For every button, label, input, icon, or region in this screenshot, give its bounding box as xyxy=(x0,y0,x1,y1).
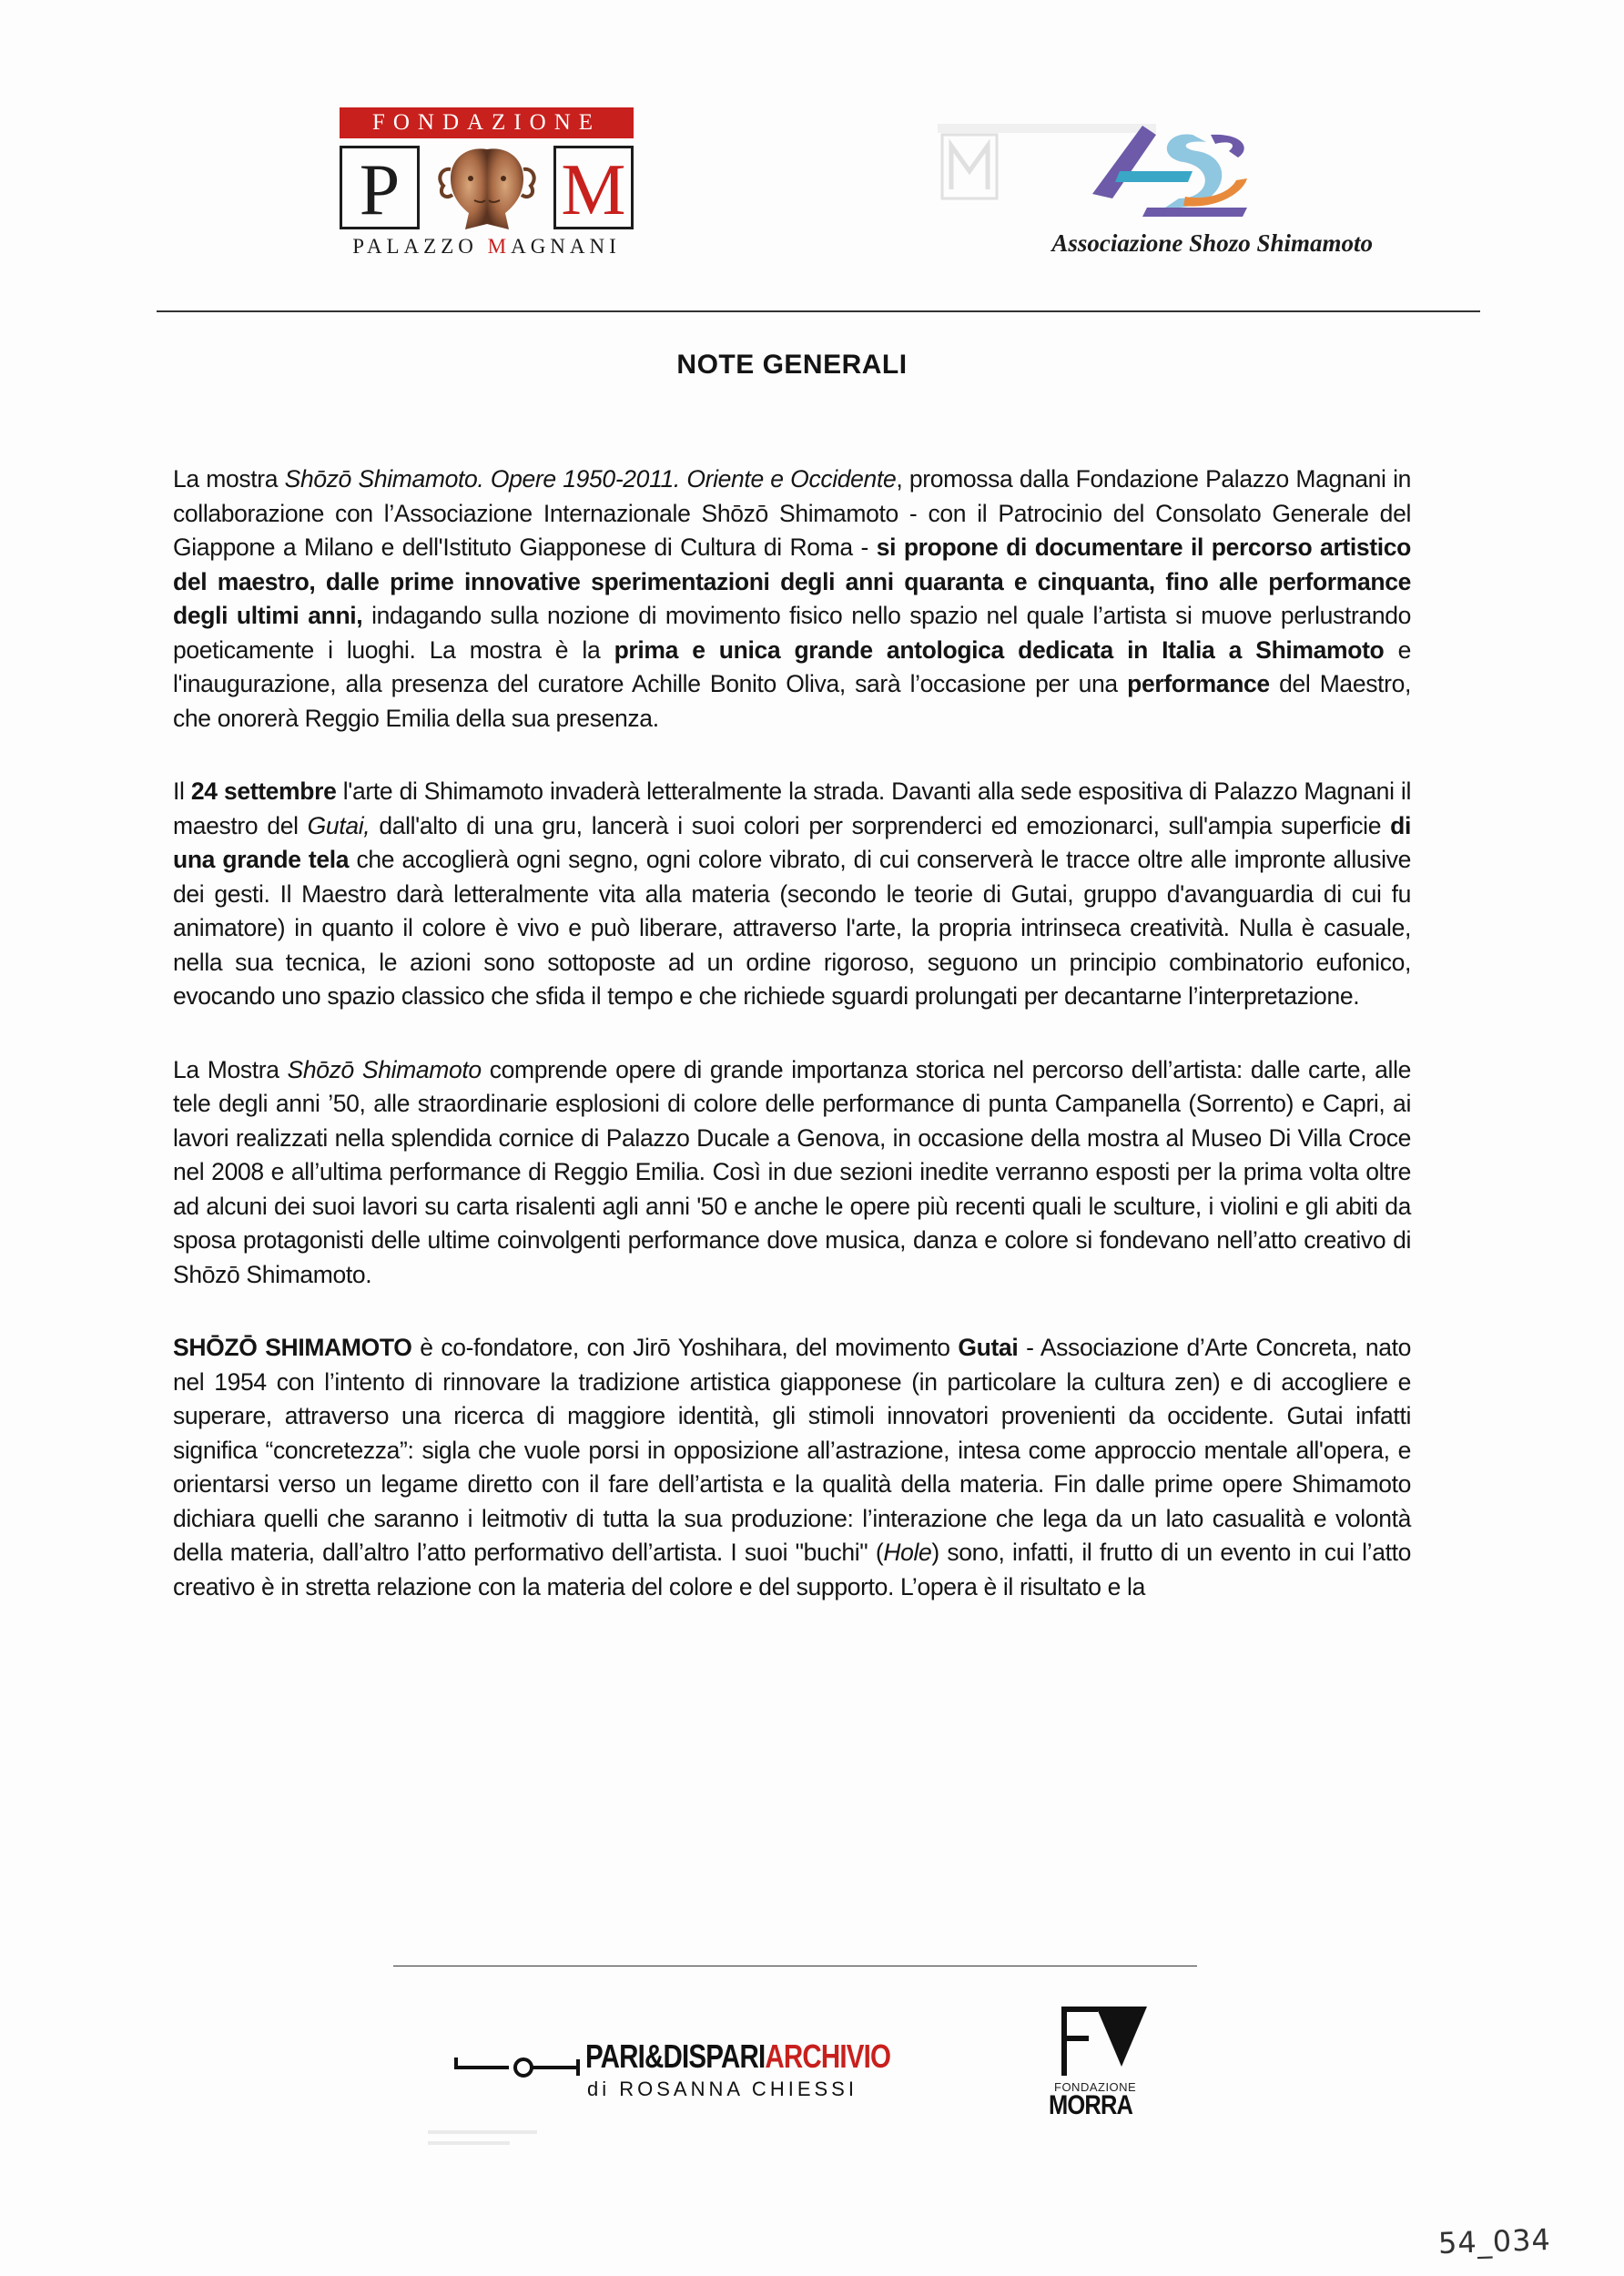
header-divider xyxy=(157,310,1480,312)
text-span: comprende opere di grande importanza storica nel percorso dell’artista: dalle carte, alle tele degli anni ’50, alle straordinarie esplosioni di colore delle performance di punta Campanella (Sorrento) e Capri, ai lavori realizzati nella splendida cornice di Palazzo Ducale a Genova, in occasione della mostra al Museo Di Villa Croce nel 2008 e all’ultima performance di Reggio Emilia. Così in due sezioni inedite verranno esposti per la prima volta oltre ad alcuni dei suoi lavori su carta risalenti agli anni '50 e anche le opere più recenti quali le sculture, i violini e gli abiti da sposa protagonisti delle ultime coinvolgenti performance dove musica, danza e colore si fondevano nell’atto creativo di Shōzō Shimamoto. xyxy=(173,1055,1411,1288)
text-span: Il xyxy=(173,777,191,805)
document-body xyxy=(173,462,1411,1643)
text-span: - Associazione d’Arte Concreta, nato nel 1954 con l’intento di rinnovare la tradizione artistica giapponese (in particolare la cultura zen) e di accogliere e superare, attraverso una ricerca di maggiore identità, gli stimoli innovatori provenienti da occidente. Gutai infatti significa “concretezza”: sigla che vuole porsi in opposizione all’astrazione, intesa come approccio mentale all'opera, e orientarsi verso un legame diretto con il fare dell’artista e la qualità della materia. Fin dalle prime opere Shimamoto dichiara quelli che saranno i leitmotiv di tutta la sua produzione: l’interazione che lega da un lato casualità e volontà della materia, dall’altro l’atto performativo dell’artista. I suoi "buchi" ( xyxy=(173,1334,1412,1566)
paragraph-performance xyxy=(173,775,1411,1014)
text-span: l'arte di Shimamoto invaderà letteralmente la strada. Davanti alla sede espositiva di Palazzo Magnani il maestro del xyxy=(173,777,1411,839)
paragraph-works xyxy=(173,1053,1411,1293)
text-span: e l'inaugurazione, alla presenza del curatore Achille Bonito Oliva, sarà l’occasione per una xyxy=(173,635,1411,697)
text-span: che accoglierà ogni segno, ogni colore vibrato, di cui conserverà le tracce oltre alle impronte allusive dei gesti. Il Maestro darà letteralmente vita alla materia (secondo le teorie di Gutai, gruppo d'avanguardia di cui fu animatore) in quanto il colore è vivo e può liberare, attraverso l'arte, la propria intrinseca creatività. Nulla è casuale, nella sua tecnica, le azioni sono sottoposte ad un ordine rigoroso, seguono un principio combinatorio eufonico, evocando uno spazio classico che sfida il tempo e che richiede sguardi prolungati per decantarne l’interpretazione. xyxy=(173,846,1411,1010)
pm-logo-letter-m: M xyxy=(553,146,634,229)
italic-text: Gutai, xyxy=(307,811,370,839)
italic-text: Shōzō Shimamoto xyxy=(287,1055,482,1083)
italic-text: Hole xyxy=(883,1539,932,1566)
paragraph-biography xyxy=(173,1331,1411,1604)
pd-logo-subtitle: di ROSANNA CHIESSI xyxy=(587,2078,858,2100)
bold-text: Gutai xyxy=(958,1334,1019,1361)
morra-logo-small-text: FONDAZIONE xyxy=(1054,2080,1137,2094)
pd-logo-title xyxy=(585,2037,890,2076)
key-icon xyxy=(451,2054,587,2081)
archive-code: 54_034 xyxy=(1437,2221,1552,2261)
palazzo-magnani-logo xyxy=(340,107,634,262)
morra-logo-name: MORRA xyxy=(1049,2090,1133,2120)
text-span: del Maestro, che onorerà Reggio Emilia della sua presenza. xyxy=(173,670,1411,732)
twin-heads-icon xyxy=(423,142,551,233)
bold-text: SHŌZŌ SHIMAMOTO xyxy=(173,1334,412,1361)
pm-logo-band: FONDAZIONE xyxy=(340,107,634,138)
bold-text: prima e unica grande antologica dedicata in Italia a Shimamoto xyxy=(614,635,1385,664)
pm-logo-subtitle xyxy=(340,235,634,259)
bleed-through-footer-icon xyxy=(428,2121,610,2158)
pd-title-part: PARI&DISPARI xyxy=(585,2037,766,2075)
text-span: La Mostra xyxy=(173,1055,288,1083)
associazione-shimamoto-logo xyxy=(919,107,1375,271)
text-span: dall'alto di una gru, lancerà i suoi colori per sorprenderci ed emozionarci, sull'ampia superficie xyxy=(370,811,1391,839)
text-span: , promossa dalla Fondazione Palazzo Magnani in collaborazione con l’Associazione Internazionale Shōzō Shimamoto - con il Patrocinio del Consolato Generale del Giappone a Milano e dell'Istituto Giapponese di Cultura di Roma - xyxy=(173,465,1412,561)
pm-logo-letter-p: P xyxy=(340,146,420,229)
pm-subtitle-part: AGNANI xyxy=(511,235,621,258)
bold-text: 24 settembre xyxy=(190,777,337,805)
bold-text: si propone di documentare il percorso artistico del maestro, dalle prime innovative sperimentazioni degli anni quaranta e cinquanta, fino alle performance degli ultimi anni, xyxy=(173,533,1411,629)
morra-monogram-icon xyxy=(1052,2003,1152,2076)
ass-logo-name: Associazione Shozo Shimamoto xyxy=(1051,229,1373,257)
bold-text: di una grande tela xyxy=(173,811,1411,873)
text-span: è co-fondatore, con Jirō Yoshihara, del movimento xyxy=(411,1334,959,1361)
pari-dispari-archivio-logo xyxy=(451,2037,942,2110)
paragraph-intro xyxy=(173,462,1411,736)
pm-subtitle-part: PALAZZO xyxy=(352,235,488,258)
pd-title-archivio: ARCHIVIO xyxy=(765,2037,891,2075)
text-span: indagando sulla nozione di movimento fisico nello spazio nel quale l’artista si muove perlustrando poeticamente i luoghi. La mostra è la xyxy=(173,602,1412,664)
pm-subtitle-initial: M xyxy=(487,235,512,258)
fondazione-morra-logo xyxy=(1043,2003,1171,2121)
exhibition-title: Shōzō Shimamoto. Opere 1950-2011. Oriente e Occidente xyxy=(284,465,897,493)
text-span: La mostra xyxy=(173,465,285,493)
bold-text: performance xyxy=(1127,670,1270,697)
text-span: ) sono, infatti, il frutto di un evento in cui l’atto creativo è in stretta relazione con la materia del colore e del supporto. L’opera è il risultato e la xyxy=(173,1539,1411,1600)
page-title: NOTE GENERALI xyxy=(676,350,908,380)
ass-monogram-icon xyxy=(1056,107,1274,244)
